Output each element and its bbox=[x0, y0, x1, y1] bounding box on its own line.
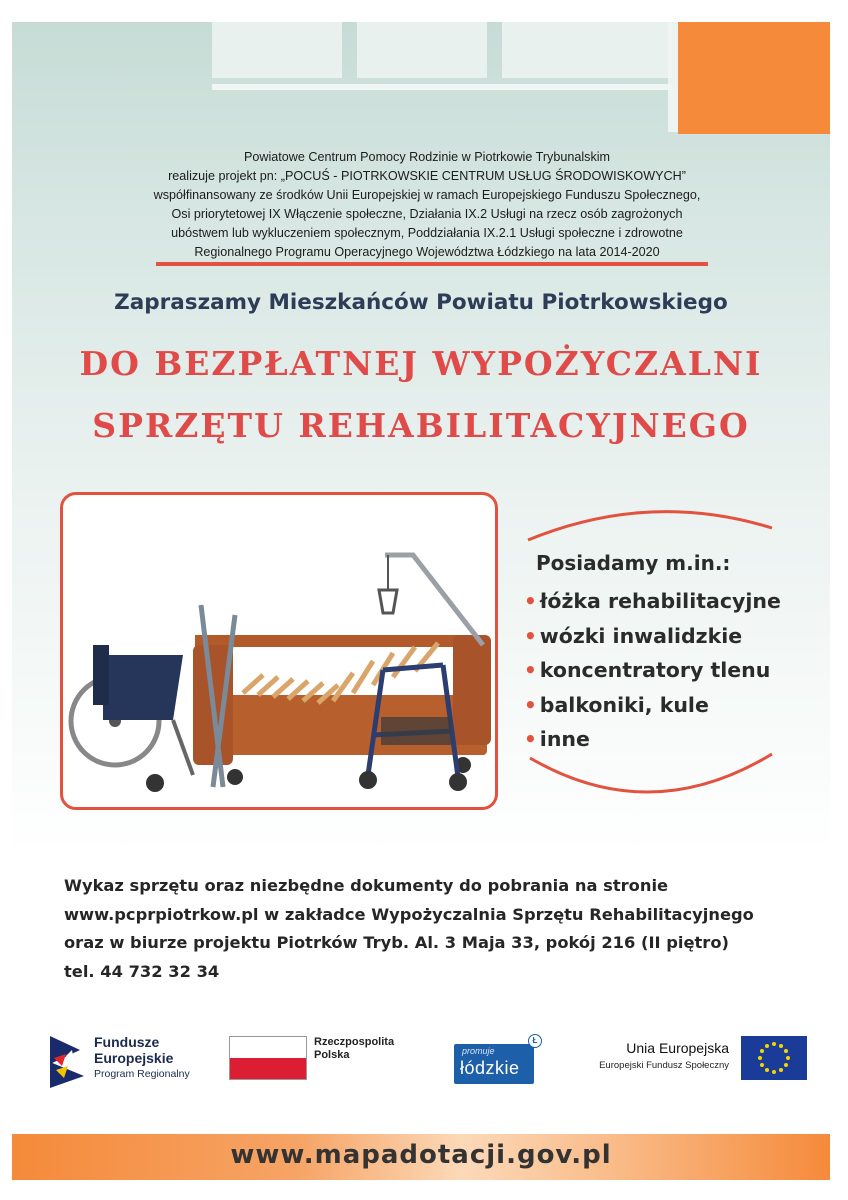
list-item bbox=[524, 688, 781, 723]
bed-slats bbox=[243, 643, 438, 703]
rp-text bbox=[314, 1036, 394, 1062]
decorative-arc-top bbox=[520, 504, 780, 544]
list-item-label: wózki inwalidzkie bbox=[539, 623, 743, 648]
bullet-icon: • bbox=[524, 727, 537, 751]
logos-row bbox=[12, 1028, 830, 1098]
main-heading-line1: DO BEZPŁATNEJ WYPOŻYCZALNI bbox=[79, 344, 763, 383]
info-line-phone: tel. 44 732 32 34 bbox=[64, 961, 220, 981]
lodzkie-small-text: promuje bbox=[462, 1046, 495, 1056]
invite-heading: Zapraszamy Mieszkańców Powiatu Piotrkowskiego bbox=[114, 290, 728, 315]
bed-wheel bbox=[227, 769, 243, 785]
window-decoration bbox=[212, 84, 672, 90]
fe-line1: Fundusze bbox=[94, 1034, 160, 1050]
bullet-icon: • bbox=[524, 623, 537, 648]
window-decoration bbox=[212, 22, 342, 78]
fe-line2: Europejskie bbox=[94, 1050, 174, 1066]
intro-line: Powiatowe Centrum Pomocy Rodzinie w Piotrkowie Trybunalskim bbox=[243, 150, 611, 164]
fe-star-icon bbox=[50, 1032, 86, 1088]
fe-line3: Program Regionalny bbox=[94, 1068, 190, 1080]
rp-line1: Rzeczpospolita bbox=[314, 1036, 395, 1048]
poster bbox=[12, 22, 830, 1180]
project-intro bbox=[72, 148, 782, 262]
intro-line: realizuje projekt pn: „POCUŚ - PIOTRKOWSKIE CENTRUM USŁUG ŚRODOWISKOWYCH” bbox=[168, 169, 686, 183]
fundusze-europejskie-logo bbox=[50, 1032, 210, 1088]
walker-wheel bbox=[359, 771, 377, 789]
intro-line: Regionalnego Programu Operacyjnego Województwa Łódzkiego na lata 2014-2020 bbox=[194, 245, 660, 259]
orange-corner-block bbox=[678, 22, 830, 134]
ue-line1: Unia Europejska bbox=[626, 1040, 729, 1056]
info-block bbox=[64, 872, 754, 986]
wheelchair-caster bbox=[146, 774, 164, 792]
equipment-list bbox=[524, 584, 781, 757]
copyright-icon: Ł bbox=[528, 1034, 542, 1048]
promuje-lodzkie-logo bbox=[454, 1034, 546, 1084]
list-item bbox=[524, 653, 781, 688]
list-item-label: inne bbox=[539, 727, 590, 751]
intro-line: Osi priorytetowej IX Włączenie społeczne, Działania IX.2 Usługi na rzecz osób zagrożonych bbox=[171, 207, 683, 221]
intro-line: współfinansowany ze środków Unii Europejskiej w ramach Europejskiego Funduszu Społecznego, bbox=[153, 188, 701, 202]
equipment-illustration bbox=[63, 495, 495, 807]
bed-rail bbox=[195, 635, 485, 647]
bullet-icon: • bbox=[524, 692, 537, 717]
bullet-icon: • bbox=[524, 589, 537, 613]
info-line: Wykaz sprzętu oraz niezbędne dokumenty do pobrania na stronie bbox=[64, 876, 669, 895]
window-decoration bbox=[502, 22, 672, 78]
ue-line2: Europejski Fundusz Społeczny bbox=[599, 1060, 729, 1071]
list-item bbox=[524, 619, 781, 654]
rp-line2: Polska bbox=[314, 1049, 350, 1061]
lodzkie-big-text: łódzkie bbox=[460, 1058, 520, 1078]
list-item-label: koncentratory tlenu bbox=[539, 658, 771, 682]
have-title: Posiadamy m.in.: bbox=[536, 551, 731, 575]
intro-line: ubóstwem lub wykluczeniem społecznym, Poddziałania IX.2.1 Usługi społeczne i zdrowotne bbox=[171, 226, 683, 240]
info-line-website[interactable]: www.pcprpiotrkow.pl w zakładce Wypożyczalnia Sprzętu Rehabilitacyjnego bbox=[64, 904, 754, 924]
equipment-photo bbox=[60, 492, 498, 810]
eu-stars-icon bbox=[741, 1036, 807, 1080]
wheelchair-seat bbox=[103, 655, 183, 720]
red-divider bbox=[156, 262, 708, 266]
trapeze-bar bbox=[385, 555, 483, 645]
list-item-label: balkoniki, kule bbox=[539, 692, 709, 717]
window-decoration bbox=[357, 22, 487, 78]
unia-europejska-logo bbox=[592, 1034, 807, 1084]
window-decoration bbox=[668, 22, 678, 132]
rzeczpospolita-polska-logo bbox=[229, 1036, 429, 1086]
footer-url-link[interactable]: www.mapadotacji.gov.pl bbox=[230, 1140, 612, 1170]
list-item-label: łóżka rehabilitacyjne bbox=[539, 589, 781, 613]
lodzkie-badge bbox=[454, 1044, 534, 1084]
decorative-arc-bottom bbox=[520, 746, 780, 806]
list-item bbox=[524, 584, 781, 619]
bed-footboard bbox=[453, 635, 491, 745]
eu-flag-icon bbox=[741, 1036, 807, 1080]
polish-flag-icon bbox=[229, 1036, 307, 1080]
info-line: oraz w biurze projektu Piotrków Tryb. Al. 3 Maja 33, pokój 216 (II piętro) bbox=[64, 933, 729, 952]
main-heading-line2: SPRZĘTU REHABILITACYJNEGO bbox=[92, 406, 750, 445]
walker-wheel bbox=[449, 773, 467, 791]
trapeze-handle bbox=[379, 590, 397, 613]
bullet-icon: • bbox=[524, 658, 537, 682]
